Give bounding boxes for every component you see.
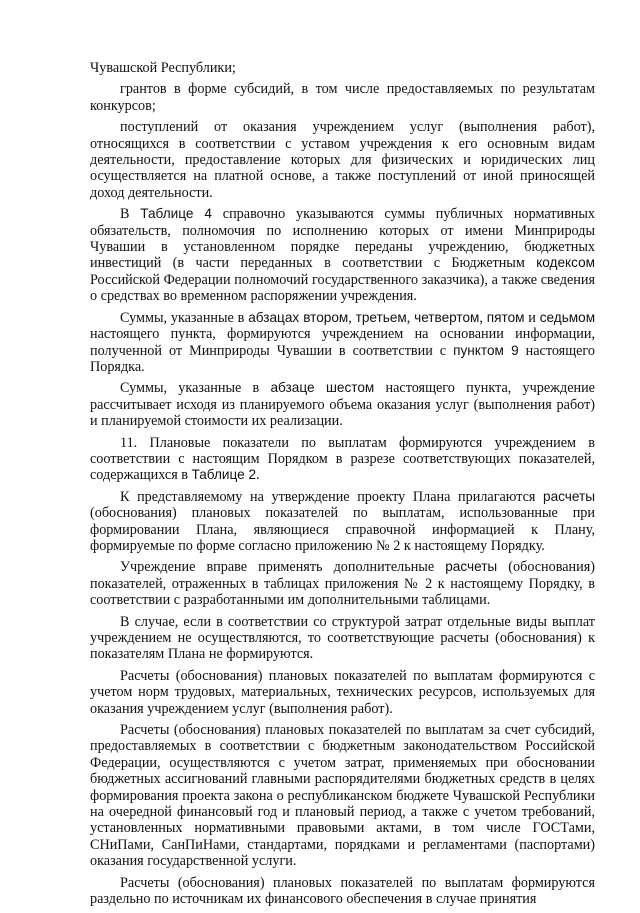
paragraph — [90, 559, 595, 608]
reference-link-text: расчеты — [543, 488, 595, 504]
paragraph-text: настоящего пункта, учреждение рассчитывает исходя из планируемого объема оказания услуг (выполнения работ) и планируемой стоимости их реализации. — [90, 380, 595, 430]
paragraph-text: Суммы, указанные в — [120, 309, 249, 326]
paragraph-text: . — [256, 467, 260, 484]
paragraph-text: справочно указываются суммы публичных нормативных обязательств, полномочия по исполнению которых от имени Минприроды Чувашии в установленном порядке переданы учреждению, бюджетных инвестиций (в части переданных в соответствии с Бюджетным — [90, 206, 595, 272]
reference-link-text: Таблице 2 — [191, 467, 256, 483]
paragraph — [90, 875, 595, 908]
reference-link-text: пятом — [486, 309, 525, 325]
paragraph-text: 11. Плановые показатели по выплатам формируются учреждением в соответствии с настоящим Порядком в разрезе соответствующих показателей, содержащихся в — [90, 434, 595, 484]
reference-link-text: Таблице 4 — [140, 206, 212, 222]
paragraph-text: Чувашской Республики; — [90, 60, 236, 76]
paragraph-text: Расчеты (обоснования) плановых показателей по выплатам формируются раздельно по источникам их финансового обеспечения в случае принятия — [90, 874, 595, 908]
reference-link-text: третьем — [355, 309, 407, 325]
paragraph-text: К представляемому на утверждение проекту Плана прилагаются — [120, 488, 544, 505]
paragraph — [90, 722, 595, 870]
reference-link-text: четвертом — [414, 309, 480, 325]
paragraph-text: В — [120, 206, 141, 223]
paragraph-text: настоящего Порядка. — [90, 342, 595, 375]
reference-link-text: седьмом — [539, 309, 596, 325]
reference-link-text: пунктом 9 — [453, 342, 519, 358]
paragraph-text: , — [348, 309, 356, 326]
paragraph — [90, 119, 595, 201]
paragraph — [90, 435, 595, 484]
paragraph-text: В случае, если в соответствии со структурой затрат отдельные виды выплат учреждением не осуществляются, то соответствующие расчеты (обоснования) к показателям Плана не формируются. — [90, 613, 595, 663]
paragraph — [90, 206, 595, 304]
paragraph-text: (обоснования) плановых показателей по выплатам, использованные при формировании Плана, являющиеся справочной информацией к Плану, формируемые по форме согласно приложению № 2 к настоящему Порядку. — [90, 505, 595, 554]
paragraph — [90, 60, 595, 76]
paragraph — [90, 81, 595, 114]
paragraph-text: настоящего пункта, формируются учреждением на основании информации, полученной от Минприроды Чувашии в соответствии с — [90, 326, 595, 359]
reference-link-text: кодексом — [536, 255, 595, 271]
paragraph — [90, 668, 595, 717]
paragraph-text: , — [406, 309, 415, 326]
paragraph-text: и — [524, 309, 540, 326]
paragraph-text: Учреждение вправе применять дополнительные — [120, 559, 446, 576]
reference-link-text: абзаце шестом — [270, 380, 375, 396]
paragraph — [90, 310, 595, 376]
paragraph-text: Расчеты (обоснования) плановых показателей по выплатам за счет субсидий, предоставляемых в соответствии с бюджетным законодательством Российской Федерации, осуществляются с учетом затрат, применяемых при обосновании бюджетных ассигнований главными распорядителями бюджетных средств в целях формирования проекта закона о республиканском бюджете Чувашской Республики на очередной финансовый год и плановый период, а также с учетом требований, установленных нормативными правовыми актами, в том числе ГОСТами, СНиПами, СанПиНами, стандартами, порядками и регламентами (паспортами) оказания государственной услуги. — [90, 722, 595, 870]
paragraph-text: грантов в форме субсидий, в том числе предоставляемых по результатам конкурсов; — [90, 81, 595, 114]
paragraph-text: Расчеты (обоснования) плановых показателей по выплатам формируются с учетом норм трудовых, материальных, технических ресурсов, используемых для оказания учреждением услуг (выполнения работ). — [90, 667, 595, 717]
paragraph-text: Суммы, указанные в — [120, 380, 271, 397]
paragraph-text: , — [479, 309, 487, 326]
reference-link-text: расчеты — [445, 559, 498, 575]
paragraph-text: Российской Федерации полномочий государственного заказчика), а также сведения о средствах во временном распоряжении учреждения. — [90, 271, 595, 305]
paragraph — [90, 380, 595, 429]
paragraph-text: поступлений от оказания учреждением услуг (выполнения работ), относящихся в соответствии с уставом учреждения к его основным видам деятельности, предоставление которых для физических и юридических лиц осуществляется на платной основе, а также поступлений от иной приносящей доход деятельности. — [90, 119, 595, 201]
document-page — [90, 60, 595, 913]
reference-link-text: абзацах втором — [248, 309, 349, 325]
paragraph — [90, 489, 595, 555]
paragraph-text: (обоснования) показателей, отраженных в таблицах приложения № 2 к настоящему Порядку, в соответствии с разработанными им дополнительными таблицами. — [90, 559, 595, 609]
paragraph — [90, 614, 595, 663]
